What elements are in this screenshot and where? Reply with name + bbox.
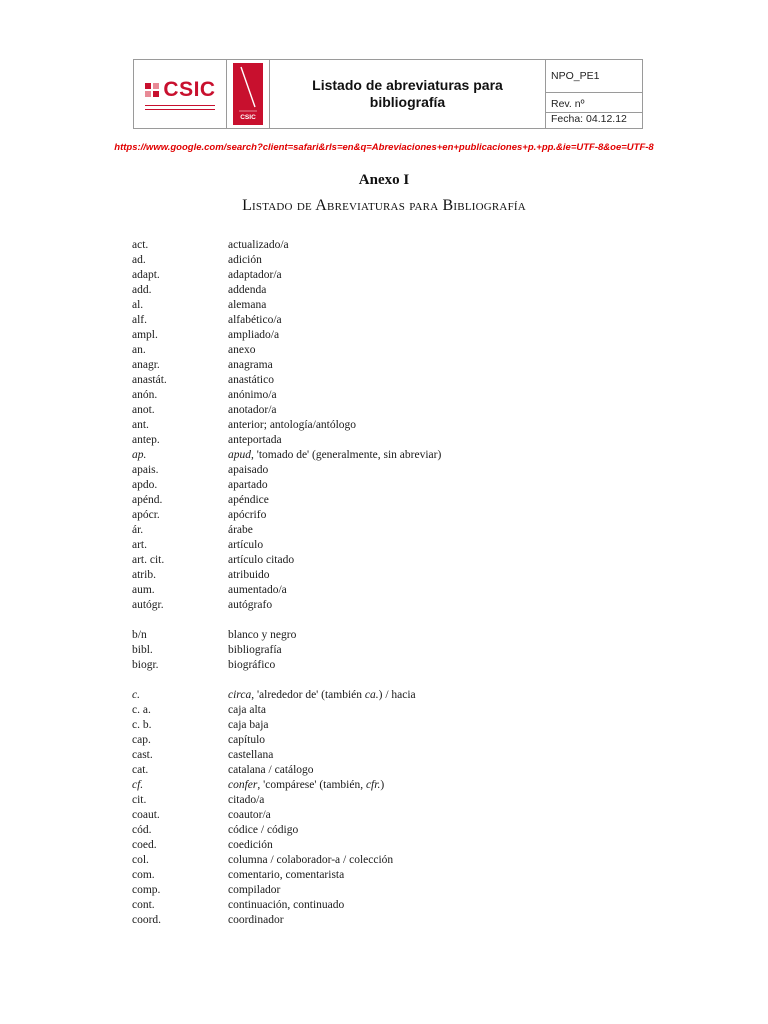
abbreviation-term: b/n bbox=[132, 629, 147, 641]
abbreviation-row bbox=[132, 283, 652, 298]
abbreviation-term: apais. bbox=[132, 464, 159, 476]
abbreviation-row bbox=[132, 238, 652, 253]
abbreviation-term: cód. bbox=[132, 824, 152, 836]
document-date: Fecha: 04.12.12 bbox=[551, 112, 627, 125]
abbreviation-meaning: circa, 'alrededor de' (también ca.) / hacia bbox=[228, 689, 416, 701]
document-code: NPO_PE1 bbox=[546, 60, 642, 93]
list-subtitle: Listado de Abreviaturas para Bibliografía bbox=[242, 197, 526, 214]
abbreviation-meaning: autógrafo bbox=[228, 599, 273, 611]
abbreviation-term: cit. bbox=[132, 794, 147, 806]
abbreviation-meaning: columna / colaborador-a / colección bbox=[228, 854, 394, 866]
abbreviation-term: comp. bbox=[132, 884, 161, 896]
header-meta bbox=[546, 60, 642, 128]
annex-title: Anexo I bbox=[358, 172, 410, 188]
abbreviation-row bbox=[132, 268, 652, 283]
abbreviation-row bbox=[132, 718, 652, 733]
abbreviation-term: alf. bbox=[132, 314, 148, 326]
abbreviation-term: apdo. bbox=[132, 479, 158, 491]
abbreviation-term: cont. bbox=[132, 899, 155, 911]
abbreviation-row bbox=[132, 553, 652, 568]
abbreviation-meaning: castellana bbox=[228, 749, 274, 761]
abbreviation-row bbox=[132, 643, 652, 658]
abbreviation-meaning: alemana bbox=[228, 299, 267, 311]
abbreviation-meaning: citado/a bbox=[228, 794, 265, 806]
abbreviation-row bbox=[132, 478, 652, 493]
abbreviation-row bbox=[132, 568, 652, 583]
abbreviation-row bbox=[132, 658, 652, 673]
abbreviation-row bbox=[132, 508, 652, 523]
abbreviation-meaning: confer, 'compárese' (también, cfr.) bbox=[228, 779, 385, 791]
abbreviation-row bbox=[132, 913, 652, 928]
abbreviation-row bbox=[132, 538, 652, 553]
abbreviation-row bbox=[132, 853, 652, 868]
abbreviation-term: c. b. bbox=[132, 719, 152, 731]
abbreviation-term: adapt. bbox=[132, 269, 160, 281]
abbreviation-meaning: anagrama bbox=[228, 359, 273, 371]
abbreviation-term: cf. bbox=[132, 779, 144, 791]
abbreviation-meaning: alfabético/a bbox=[228, 314, 282, 326]
abbreviation-meaning: anterior; antología/antólogo bbox=[228, 419, 357, 431]
abbreviation-term: act. bbox=[132, 239, 149, 251]
abbreviation-meaning: blanco y negro bbox=[228, 629, 297, 641]
abbreviation-row bbox=[132, 583, 652, 598]
abbreviation-term: biogr. bbox=[132, 659, 159, 671]
abbreviation-row bbox=[132, 328, 652, 343]
list-spacer bbox=[132, 673, 652, 688]
abbreviation-term: com. bbox=[132, 869, 155, 881]
abbreviation-term: anón. bbox=[132, 389, 158, 401]
abbreviation-row bbox=[132, 358, 652, 373]
abbreviation-meaning: artículo citado bbox=[228, 554, 295, 566]
abbreviation-meaning: continuación, continuado bbox=[228, 899, 345, 911]
abbreviation-term: add. bbox=[132, 284, 152, 296]
abbreviation-term: ant. bbox=[132, 419, 149, 431]
abbreviation-meaning: compilador bbox=[228, 884, 281, 896]
abbreviation-term: apócr. bbox=[132, 509, 160, 521]
abbreviation-meaning: capítulo bbox=[228, 734, 266, 746]
abbreviation-row bbox=[132, 628, 652, 643]
abbreviation-row bbox=[132, 373, 652, 388]
header-title: Listado de abreviaturas para bibliografía bbox=[270, 60, 546, 128]
source-url[interactable]: https://www.google.com/search?client=safari&rls=en&q=Abreviaciones+en+publicaciones+p.+pp.&ie=UTF-8&oe=UTF-8 bbox=[114, 142, 654, 153]
abbreviation-meaning: artículo bbox=[228, 539, 264, 551]
abbreviation-term: coed. bbox=[132, 839, 157, 851]
abbreviation-row bbox=[132, 343, 652, 358]
abbreviation-term: ár. bbox=[132, 524, 144, 536]
abbreviation-term: cap. bbox=[132, 734, 151, 746]
revision-label: Rev. nº bbox=[546, 93, 642, 113]
list-spacer bbox=[132, 613, 652, 628]
abbreviation-term: al. bbox=[132, 299, 144, 311]
csic-logo bbox=[134, 60, 227, 128]
abbreviation-row bbox=[132, 253, 652, 268]
abbreviation-meaning: anexo bbox=[228, 344, 256, 356]
abbreviation-meaning: biográfico bbox=[228, 659, 276, 671]
abbreviation-row bbox=[132, 298, 652, 313]
csic-secondary-logo-text: CSIC bbox=[240, 114, 256, 121]
abbreviation-row bbox=[132, 823, 652, 838]
abbreviation-term: ampl. bbox=[132, 329, 158, 341]
abbreviation-row bbox=[132, 313, 652, 328]
abbreviation-term: aum. bbox=[132, 584, 155, 596]
abbreviation-meaning: comentario, comentarista bbox=[228, 869, 345, 881]
abbreviation-term: anagr. bbox=[132, 359, 160, 371]
abbreviation-term: art. bbox=[132, 539, 148, 551]
abbreviation-meaning: adición bbox=[228, 254, 262, 266]
abbreviation-row bbox=[132, 898, 652, 913]
document-header bbox=[133, 59, 643, 129]
abbreviation-row bbox=[132, 523, 652, 538]
abbreviation-row bbox=[132, 688, 652, 703]
abbreviation-meaning: apartado bbox=[228, 479, 268, 491]
abbreviation-row bbox=[132, 448, 652, 463]
abbreviation-term: coord. bbox=[132, 914, 162, 926]
abbreviation-term: autógr. bbox=[132, 599, 164, 611]
abbreviation-term: ap. bbox=[132, 449, 147, 461]
abbreviation-term: cast. bbox=[132, 749, 153, 761]
abbreviation-meaning: atribuido bbox=[228, 569, 270, 581]
abbreviation-meaning: apócrifo bbox=[228, 509, 267, 521]
csic-logo-text: CSIC bbox=[163, 78, 216, 101]
abbreviation-row bbox=[132, 403, 652, 418]
abbreviation-row bbox=[132, 838, 652, 853]
abbreviation-list bbox=[132, 238, 652, 928]
abbreviation-meaning: aumentado/a bbox=[228, 584, 287, 596]
abbreviation-term: art. cit. bbox=[132, 554, 165, 566]
csic-emblem-icon bbox=[144, 82, 160, 98]
abbreviation-term: c. a. bbox=[132, 704, 151, 716]
abbreviation-term: atrib. bbox=[132, 569, 156, 581]
abbreviation-meaning: caja alta bbox=[228, 704, 266, 716]
abbreviation-meaning: apud, 'tomado de' (generalmente, sin abreviar) bbox=[228, 449, 442, 461]
abbreviation-row bbox=[132, 493, 652, 508]
abbreviation-row bbox=[132, 463, 652, 478]
abbreviation-row bbox=[132, 778, 652, 793]
abbreviation-row bbox=[132, 388, 652, 403]
abbreviation-row bbox=[132, 808, 652, 823]
abbreviation-meaning: caja baja bbox=[228, 719, 269, 731]
abbreviation-row bbox=[132, 703, 652, 718]
abbreviation-term: antep. bbox=[132, 434, 160, 446]
abbreviation-meaning: códice / código bbox=[228, 824, 299, 836]
abbreviation-row bbox=[132, 883, 652, 898]
abbreviation-row bbox=[132, 868, 652, 883]
abbreviation-term: bibl. bbox=[132, 644, 153, 656]
abbreviation-meaning: coautor/a bbox=[228, 809, 271, 821]
logo-underline bbox=[145, 105, 215, 110]
abbreviation-term: c. bbox=[132, 689, 140, 701]
abbreviation-meaning: adaptador/a bbox=[228, 269, 282, 281]
abbreviation-term: ad. bbox=[132, 254, 146, 266]
abbreviation-meaning: actualizado/a bbox=[228, 239, 289, 251]
abbreviation-term: an. bbox=[132, 344, 146, 356]
abbreviation-meaning: anastático bbox=[228, 374, 274, 386]
abbreviation-meaning: ampliado/a bbox=[228, 329, 280, 341]
abbreviation-row bbox=[132, 763, 652, 778]
abbreviation-meaning: bibliografía bbox=[228, 644, 282, 656]
abbreviation-term: apénd. bbox=[132, 494, 163, 506]
abbreviation-row bbox=[132, 733, 652, 748]
abbreviation-meaning: catalana / catálogo bbox=[228, 764, 314, 776]
abbreviation-meaning: anotador/a bbox=[228, 404, 277, 416]
abbreviation-term: cat. bbox=[132, 764, 149, 776]
abbreviation-meaning: coordinador bbox=[228, 914, 284, 926]
abbreviation-term: col. bbox=[132, 854, 149, 866]
abbreviation-row bbox=[132, 598, 652, 613]
abbreviation-meaning: anteportada bbox=[228, 434, 282, 446]
abbreviation-term: anastát. bbox=[132, 374, 167, 386]
abbreviation-meaning: árabe bbox=[228, 524, 253, 536]
abbreviation-row bbox=[132, 793, 652, 808]
abbreviation-row bbox=[132, 418, 652, 433]
abbreviation-row bbox=[132, 433, 652, 448]
abbreviation-row bbox=[132, 748, 652, 763]
abbreviation-meaning: anónimo/a bbox=[228, 389, 277, 401]
abbreviation-meaning: apaisado bbox=[228, 464, 269, 476]
abbreviation-meaning: apéndice bbox=[228, 494, 269, 506]
abbreviation-meaning: addenda bbox=[228, 284, 267, 296]
csic-secondary-logo bbox=[227, 60, 270, 128]
abbreviation-term: coaut. bbox=[132, 809, 160, 821]
abbreviation-term: anot. bbox=[132, 404, 155, 416]
abbreviation-meaning: coedición bbox=[228, 839, 273, 851]
